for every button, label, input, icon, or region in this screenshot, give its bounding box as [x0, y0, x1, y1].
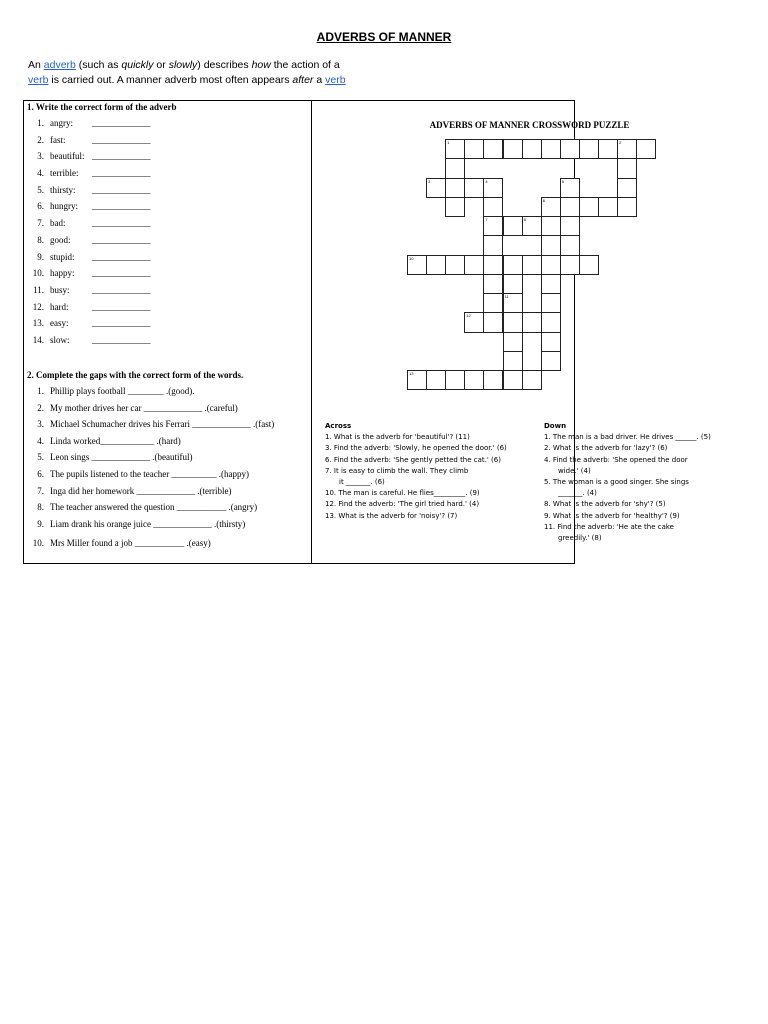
- clue-number: 7: [485, 217, 488, 222]
- item-number: 4.: [37, 168, 44, 179]
- intro-paragraph: An adverb (such as quickly or slowly) describes how the action of a verb is carried out. A manner adverb most often appears after a verb: [28, 59, 346, 86]
- answer-blank[interactable]: _____________: [92, 168, 151, 179]
- item-number: 12.: [32, 301, 44, 312]
- answer-blank[interactable]: _____________: [92, 268, 151, 279]
- answer-blank[interactable]: _____________: [92, 184, 151, 195]
- item-word: hungry:: [50, 201, 78, 212]
- item-number: 10.: [32, 538, 44, 549]
- adverb-form-list: [22, 118, 151, 352]
- list-item: [22, 519, 274, 536]
- crossword-cell[interactable]: [445, 255, 465, 275]
- across-clue: 13. What is the adverb for 'noisy'? (7): [325, 511, 458, 520]
- item-sentence[interactable]: The pupils listened to the teacher __________ .(happy): [50, 468, 249, 479]
- across-clue: 10. The man is careful. He flies_________. (9): [325, 489, 480, 498]
- verb-link[interactable]: verb: [28, 74, 49, 86]
- down-clue: 2. What is the adverb for 'lazy'? (6): [544, 444, 668, 453]
- item-number: 6.: [37, 201, 44, 212]
- item-number: 7.: [37, 485, 44, 496]
- crossword-cell[interactable]: [617, 197, 637, 217]
- crossword-cell[interactable]: [503, 255, 523, 275]
- list-item: [22, 184, 151, 202]
- across-clue: 6. Find the adverb: 'She gently petted the cat.' (6): [325, 455, 501, 464]
- clue-number: 5: [561, 178, 565, 184]
- list-item: [22, 334, 151, 352]
- crossword-cell[interactable]: [541, 274, 561, 294]
- crossword-cell[interactable]: [407, 255, 427, 275]
- crossword-cell[interactable]: [445, 370, 465, 390]
- across-clue: 12. Find the adverb: 'The girl tried hard.' (4): [325, 500, 480, 509]
- section2-heading: 2. Complete the gaps with the correct form of the words.: [27, 370, 244, 380]
- crossword-cell[interactable]: [560, 197, 580, 217]
- gap-fill-list: [22, 386, 274, 554]
- crossword-cell[interactable]: [445, 158, 465, 178]
- item-word: easy:: [50, 318, 69, 329]
- crossword-cell[interactable]: [522, 370, 542, 390]
- item-sentence[interactable]: Mrs Miller found a job ___________ .(easy): [50, 538, 211, 549]
- list-item: [22, 284, 151, 302]
- verb-link-2[interactable]: verb: [325, 74, 346, 86]
- crossword-cell[interactable]: [464, 370, 484, 390]
- list-item: [22, 419, 274, 436]
- across-clue: 3. Find the adverb: 'Slowly, he opened the door.' (6): [325, 444, 507, 453]
- list-item: [22, 301, 151, 319]
- list-item: [22, 538, 274, 554]
- answer-blank[interactable]: _____________: [92, 151, 151, 162]
- crossword-cell[interactable]: [426, 370, 446, 390]
- crossword-cell[interactable]: [560, 216, 580, 236]
- across-heading: Across: [325, 422, 352, 430]
- crossword-cell[interactable]: [522, 312, 542, 332]
- crossword-cell[interactable]: [426, 178, 446, 198]
- list-item: [22, 134, 151, 152]
- crossword-cell[interactable]: [541, 235, 561, 255]
- crossword-cell[interactable]: [560, 139, 580, 159]
- item-sentence[interactable]: The teacher answered the question ___________ .(angry): [50, 502, 258, 513]
- item-sentence[interactable]: Leon sings _____________ .(beautiful): [50, 452, 193, 463]
- crossword-cell[interactable]: [522, 255, 542, 275]
- crossword-title: ADVERBS OF MANNER CROSSWORD PUZZLE: [429, 120, 630, 130]
- down-heading: Down: [544, 422, 567, 430]
- clue-number: 4: [485, 178, 488, 184]
- list-item: [22, 486, 274, 503]
- clue-number: 2: [619, 140, 622, 145]
- crossword-cell[interactable]: [617, 139, 637, 159]
- list-item: [22, 403, 274, 420]
- list-item: [22, 502, 274, 519]
- crossword-cell[interactable]: [464, 312, 484, 332]
- item-number: 1.: [37, 118, 44, 128]
- adverb-link[interactable]: adverb: [43, 59, 76, 71]
- item-number: 13.: [32, 318, 44, 329]
- section1-heading: 1. Write the correct form of the adverb: [27, 102, 177, 112]
- across-clue: it _______. (6): [339, 478, 385, 487]
- crossword-cell[interactable]: [426, 255, 446, 275]
- crossword-cell[interactable]: [503, 139, 523, 159]
- crossword-cell[interactable]: [503, 216, 523, 236]
- down-clue: 4. Find the adverb: 'She opened the door: [544, 455, 688, 464]
- crossword-cell[interactable]: [503, 274, 523, 294]
- list-item: [22, 168, 151, 185]
- across-clues: [325, 421, 507, 522]
- crossword-cell[interactable]: [503, 312, 523, 332]
- crossword-cell[interactable]: [579, 139, 599, 159]
- crossword-cell[interactable]: [483, 178, 503, 198]
- crossword-cell[interactable]: [407, 370, 427, 390]
- item-word: good:: [50, 234, 71, 245]
- item-number: 11.: [33, 284, 44, 295]
- column-divider: [311, 100, 312, 563]
- list-item: [22, 436, 274, 453]
- item-word: busy:: [50, 284, 70, 295]
- item-sentence[interactable]: Michael Schumacher drives his Ferrari _____________ .(fast): [50, 419, 275, 430]
- item-number: 3.: [37, 151, 44, 162]
- crossword-cell[interactable]: [483, 216, 503, 236]
- item-number: 2.: [37, 134, 44, 145]
- crossword-cell[interactable]: [579, 255, 599, 275]
- crossword-cell[interactable]: [445, 197, 465, 217]
- item-word: fast:: [50, 134, 66, 145]
- crossword-cell[interactable]: [464, 255, 484, 275]
- crossword-cell[interactable]: [483, 255, 503, 275]
- crossword-cell[interactable]: [503, 351, 523, 371]
- crossword-cell[interactable]: [541, 332, 561, 352]
- clue-number: 11: [504, 294, 509, 299]
- item-number: 1.: [37, 386, 44, 396]
- crossword-cell[interactable]: [503, 332, 523, 352]
- item-number: 3.: [37, 419, 44, 430]
- item-number: 14.: [32, 334, 44, 345]
- crossword-cell[interactable]: [503, 370, 523, 390]
- crossword-cell[interactable]: [598, 139, 618, 159]
- crossword-cell[interactable]: [617, 158, 637, 178]
- clue-number: 12: [466, 313, 471, 319]
- crossword-cell[interactable]: [541, 139, 561, 159]
- down-clue: 8. What is the adverb for 'shy'? (5): [544, 500, 666, 509]
- crossword-cell[interactable]: [541, 216, 561, 236]
- answer-blank[interactable]: _____________: [92, 134, 151, 145]
- down-clue: wide.' (4): [558, 466, 591, 475]
- item-number: 5.: [37, 452, 44, 463]
- answer-blank[interactable]: _____________: [92, 301, 151, 312]
- crossword-cell[interactable]: [483, 312, 503, 332]
- item-number: 9.: [37, 518, 44, 529]
- crossword-cell[interactable]: [636, 139, 656, 159]
- crossword-cell[interactable]: [503, 293, 523, 313]
- clue-number: 13: [409, 371, 414, 376]
- list-item: [22, 386, 274, 403]
- answer-blank[interactable]: _____________: [92, 234, 151, 245]
- item-sentence[interactable]: Inga did her homework _____________ .(terrible): [50, 485, 232, 496]
- answer-blank[interactable]: _____________: [92, 251, 151, 262]
- clue-number: 6: [542, 197, 545, 203]
- clue-number: 3: [428, 178, 431, 184]
- clue-number: 10: [409, 255, 414, 261]
- crossword-cell[interactable]: [483, 139, 503, 159]
- item-word: terrible:: [50, 168, 79, 179]
- list-item: [22, 234, 151, 252]
- item-number: 8.: [37, 502, 44, 513]
- crossword-cell[interactable]: [541, 351, 561, 371]
- list-item: [22, 268, 151, 285]
- item-number: 10.: [32, 268, 44, 279]
- crossword-cell[interactable]: [541, 293, 561, 313]
- crossword-cell[interactable]: [483, 197, 503, 217]
- crossword-cell[interactable]: [598, 197, 618, 217]
- crossword-cell[interactable]: [617, 178, 637, 198]
- crossword-cell[interactable]: [483, 370, 503, 390]
- crossword-cell[interactable]: [522, 216, 542, 236]
- down-clue: 11. Find the adverb: 'He ate the cake: [544, 522, 674, 531]
- item-number: 8.: [37, 234, 44, 245]
- list-item: [22, 251, 151, 269]
- crossword-cell[interactable]: [445, 139, 465, 159]
- item-sentence[interactable]: My mother drives her car _____________ .(careful): [50, 402, 238, 413]
- crossword-cell[interactable]: [560, 178, 580, 198]
- item-sentence[interactable]: Linda worked____________ .(hard): [50, 435, 181, 446]
- answer-blank[interactable]: _____________: [92, 318, 151, 329]
- item-number: 2.: [37, 402, 44, 413]
- item-word: happy:: [50, 268, 75, 279]
- item-number: 6.: [37, 468, 44, 479]
- item-number: 7.: [37, 218, 44, 229]
- crossword-cell[interactable]: [483, 293, 503, 313]
- crossword-cell[interactable]: [560, 255, 580, 275]
- crossword-cell[interactable]: [483, 235, 503, 255]
- crossword-cell[interactable]: [541, 312, 561, 332]
- item-word: stupid:: [50, 251, 75, 262]
- item-sentence[interactable]: Liam drank his orange juice _____________ .(thirsty): [50, 518, 246, 529]
- crossword-cell[interactable]: [522, 139, 542, 159]
- crossword-cell[interactable]: [560, 235, 580, 255]
- down-clue: 9. What is the adverb for 'healthy'? (9): [544, 511, 680, 520]
- item-number: 4.: [37, 435, 44, 446]
- list-item: [22, 469, 274, 486]
- crossword-cell[interactable]: [464, 139, 484, 159]
- answer-blank[interactable]: _____________: [92, 334, 151, 345]
- crossword-cell[interactable]: [445, 178, 465, 198]
- down-clue: greedily.' (8): [558, 534, 602, 543]
- answer-blank[interactable]: _____________: [92, 201, 151, 212]
- answer-blank[interactable]: _____________: [92, 284, 151, 295]
- item-word: hard:: [50, 301, 69, 312]
- crossword-cell[interactable]: [579, 197, 599, 217]
- page-title: ADVERBS OF MANNER: [316, 30, 452, 44]
- down-clue: 5. The woman is a good singer. She sings: [544, 478, 689, 487]
- item-number: 5.: [37, 184, 44, 195]
- list-item: [22, 452, 274, 469]
- crossword-cell[interactable]: [541, 255, 561, 275]
- list-item: [22, 318, 151, 335]
- across-clue: 7. It is easy to climb the wall. They climb: [325, 466, 469, 475]
- list-item: [22, 118, 151, 135]
- clue-number: 8: [523, 217, 526, 222]
- item-number: 9.: [37, 251, 44, 262]
- list-item: [22, 201, 151, 218]
- item-sentence[interactable]: Phillip plays football ________ .(good).: [50, 386, 195, 396]
- list-item: [22, 151, 151, 168]
- item-word: angry:: [50, 118, 73, 128]
- down-clues: [544, 421, 711, 544]
- down-clue: 1. The man is a bad driver. He drives ______. (5): [544, 433, 711, 442]
- item-word: bad:: [50, 218, 66, 229]
- crossword-cell[interactable]: [541, 197, 561, 217]
- crossword-cell[interactable]: [483, 274, 503, 294]
- item-word: thirsty:: [50, 184, 76, 195]
- list-item: [22, 218, 151, 235]
- across-clue: 1. What is the adverb for 'beautiful'? (11): [325, 433, 470, 442]
- answer-blank[interactable]: _____________: [92, 118, 151, 128]
- answer-blank[interactable]: _____________: [92, 218, 151, 229]
- item-word: beautiful:: [50, 151, 85, 162]
- item-word: slow:: [50, 334, 70, 345]
- crossword-cell[interactable]: [464, 178, 484, 198]
- down-clue: _______. (4): [558, 489, 597, 498]
- clue-number: 1: [447, 140, 450, 145]
